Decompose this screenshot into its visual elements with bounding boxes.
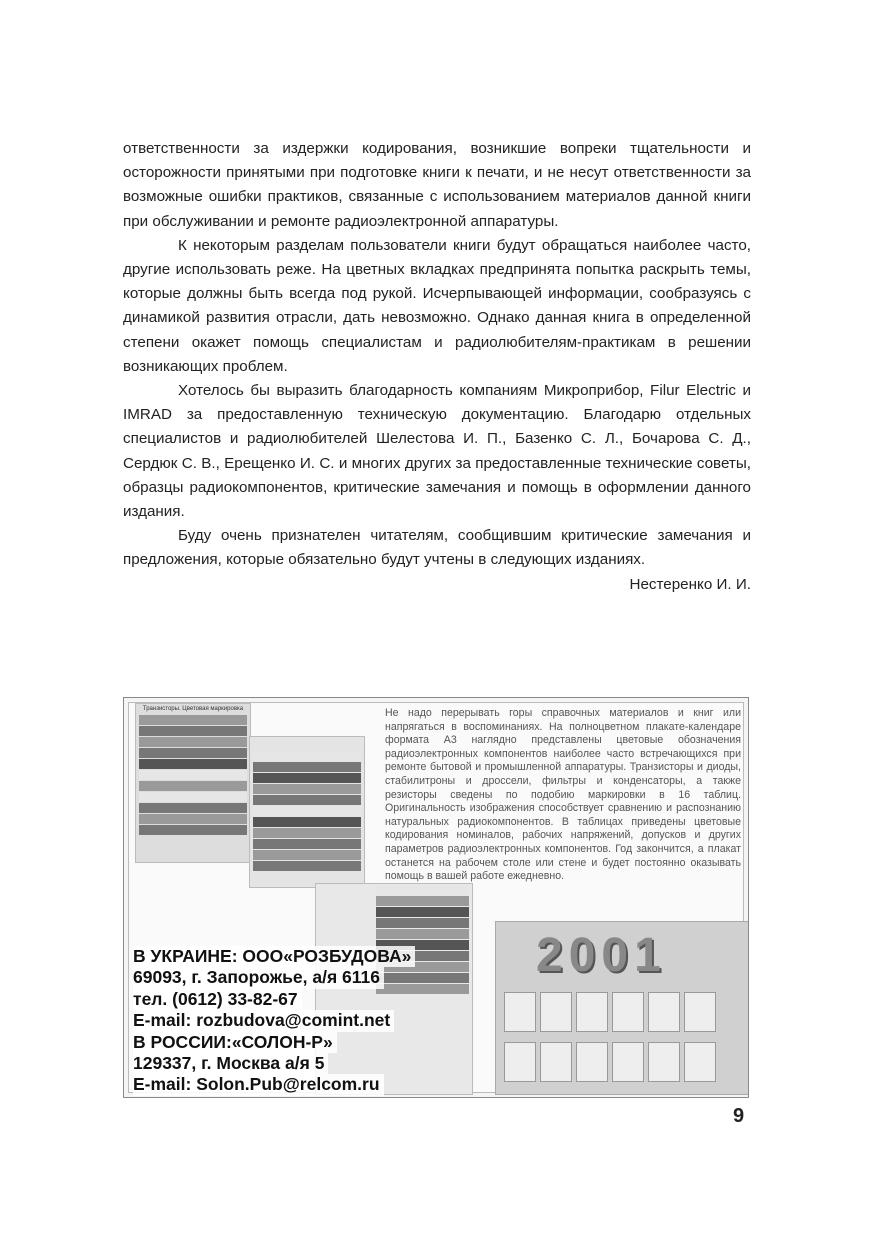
poster-advertisement	[123, 697, 749, 1098]
calendar-year: 2001	[536, 929, 667, 982]
inductor-color-table-image	[249, 736, 365, 888]
author-signature: Нестеренко И. И.	[629, 575, 751, 593]
contact-line: В УКРАИНЕ: ООО«РОЗБУДОВА»	[133, 946, 415, 967]
contact-line: 129337, г. Москва а/я 5	[133, 1053, 328, 1074]
calendar-2001-image	[495, 921, 749, 1095]
paragraph: Буду очень признателен читателям, сообщившим критические замечания и предложения, которые обязательно будут учтены в следующих изданиях.	[123, 527, 751, 569]
paragraph: К некоторым разделам пользователи книги будут обращаться наиболее часто, другие использовать реже. На цветных вкладках предпринята попытка раскрыть темы, которые должны быть всегда под рукой. Исчерпывающей информации, сообразуясь с динамикой развития отрасли, дать невозможно. Однако данная книга в определенной степени окажет помощь специалистам и радиолюбителям-практикам в решении возникающих проблем.	[123, 236, 751, 375]
poster-description: Не надо перерывать горы справочных материалов и книг или напрягаться в воспоминаниях. На полноцветном плакате-календаре формата А3 наглядно представлены цветовые обозначения радиоэлектронных компонентов наиболее часто встречающихся при ремонте бытовой и промышленной аппаратуры. Транзисторы и диоды, стабилитроны и дроссели, фильтры и конденсаторы, а также резисторы сведены по подобию маркировки в 16 таблиц. Оригинальность изображения способствует сравнению и распознанию натуральных радиокомпонентов. В таблицах приведены цветовые кодирования номиналов, рабочих напряжений, допусков и других параметров радиоэлектронных компонентов. Год закончится, а плакат останется на рабочем столе или стене и будет постоянно оказывать помощь в вашей работе ежедневно.	[385, 707, 741, 883]
table-title: Транзисторы. Цветовая маркировка	[142, 706, 244, 712]
transistor-color-table-image	[135, 703, 251, 863]
contact-line: тел. (0612) 33-82-67	[133, 989, 302, 1010]
body-text	[123, 137, 751, 597]
publisher-contacts	[133, 946, 415, 1096]
advertisement-frame	[128, 702, 744, 1093]
contact-line: В РОССИИ:«СОЛОН-Р»	[133, 1032, 337, 1053]
contact-line: E-mail: Solon.Pub@relcom.ru	[133, 1074, 384, 1095]
page-number: 9	[733, 1105, 745, 1127]
contact-line: 69093, г. Запорожье, а/я 6116	[133, 967, 384, 988]
paragraph: ответственности за издержки кодирования, возникшие вопреки тщательности и осторожности принятыми при подготовке книги к печати, и не несут ответственности за возможные ошибки практиков, связанные с использованием материалов данной книги при обслуживании и ремонте радиоэлектронной аппаратуры.	[123, 140, 751, 230]
contact-line: E-mail: rozbudova@comint.net	[133, 1010, 394, 1031]
paragraph: Хотелось бы выразить благодарность компаниям Микроприбор, Filur Electric и IMRAD за предоставленную техническую документацию. Благодарю отдельных специалистов и радиолюбителей Шелестова И. П., Базенко С. Л., Бочарова С. Д., Сердюк С. В., Ерещенко И. С. и многих других за предоставленные технические советы, образцы радиокомпонентов, критические замечания и помощь в оформлении данного издания.	[123, 382, 751, 521]
